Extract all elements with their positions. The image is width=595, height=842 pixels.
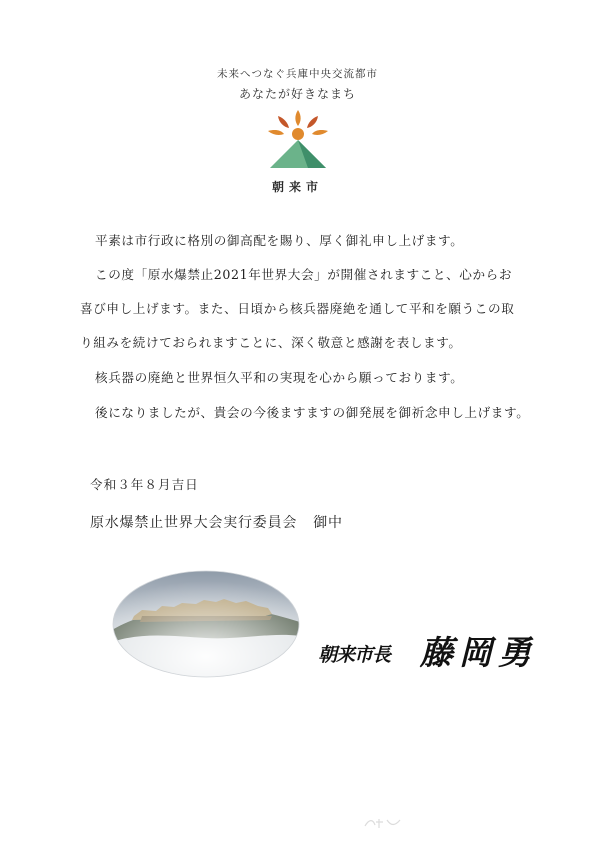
paragraph-greeting: 平素は市行政に格別の御高配を賜り、厚く御礼申し上げます。 bbox=[95, 233, 464, 248]
city-catchphrase: あなたが好きなまち bbox=[238, 87, 356, 101]
addressee-honorific: 御中 bbox=[313, 515, 343, 531]
asago-city-logo-icon bbox=[262, 106, 334, 170]
letter-date: 令和３年８月吉日 bbox=[90, 477, 199, 492]
mayor-title: 朝来市長 bbox=[318, 644, 391, 666]
mayor-signature: 藤岡勇 bbox=[420, 633, 537, 672]
logo-sun bbox=[292, 128, 304, 140]
paragraph-congratulation-line-3: り組みを続けておられますことに、深く敬意と感謝を表します。 bbox=[80, 335, 462, 350]
addressee bbox=[90, 512, 343, 532]
paragraph-congratulation-line-1: この度「原水爆禁止2021年世界大会」が開催されますこと、心からお bbox=[95, 267, 513, 282]
city-slogan: 未来へつなぐ兵庫中央交流都市 bbox=[217, 68, 378, 80]
faint-stamp-mark bbox=[363, 816, 403, 830]
paragraph-congratulation-line-2: 喜び申し上げます。また、日頃から核兵器廃絶を通して平和を願うこの取 bbox=[80, 301, 515, 316]
paragraph-closing: 後になりましたが、貴会の今後ますますの御発展を御祈念申し上げます。 bbox=[95, 405, 530, 420]
addressee-organization: 原水爆禁止世界大会実行委員会 bbox=[90, 515, 298, 531]
castle-ruins-above-sea-of-clouds-image bbox=[112, 570, 300, 678]
city-name-label: 朝来市 bbox=[271, 180, 323, 194]
paragraph-peace-wish: 核兵器の廃絶と世界恒久平和の実現を心から願っております。 bbox=[95, 370, 464, 385]
